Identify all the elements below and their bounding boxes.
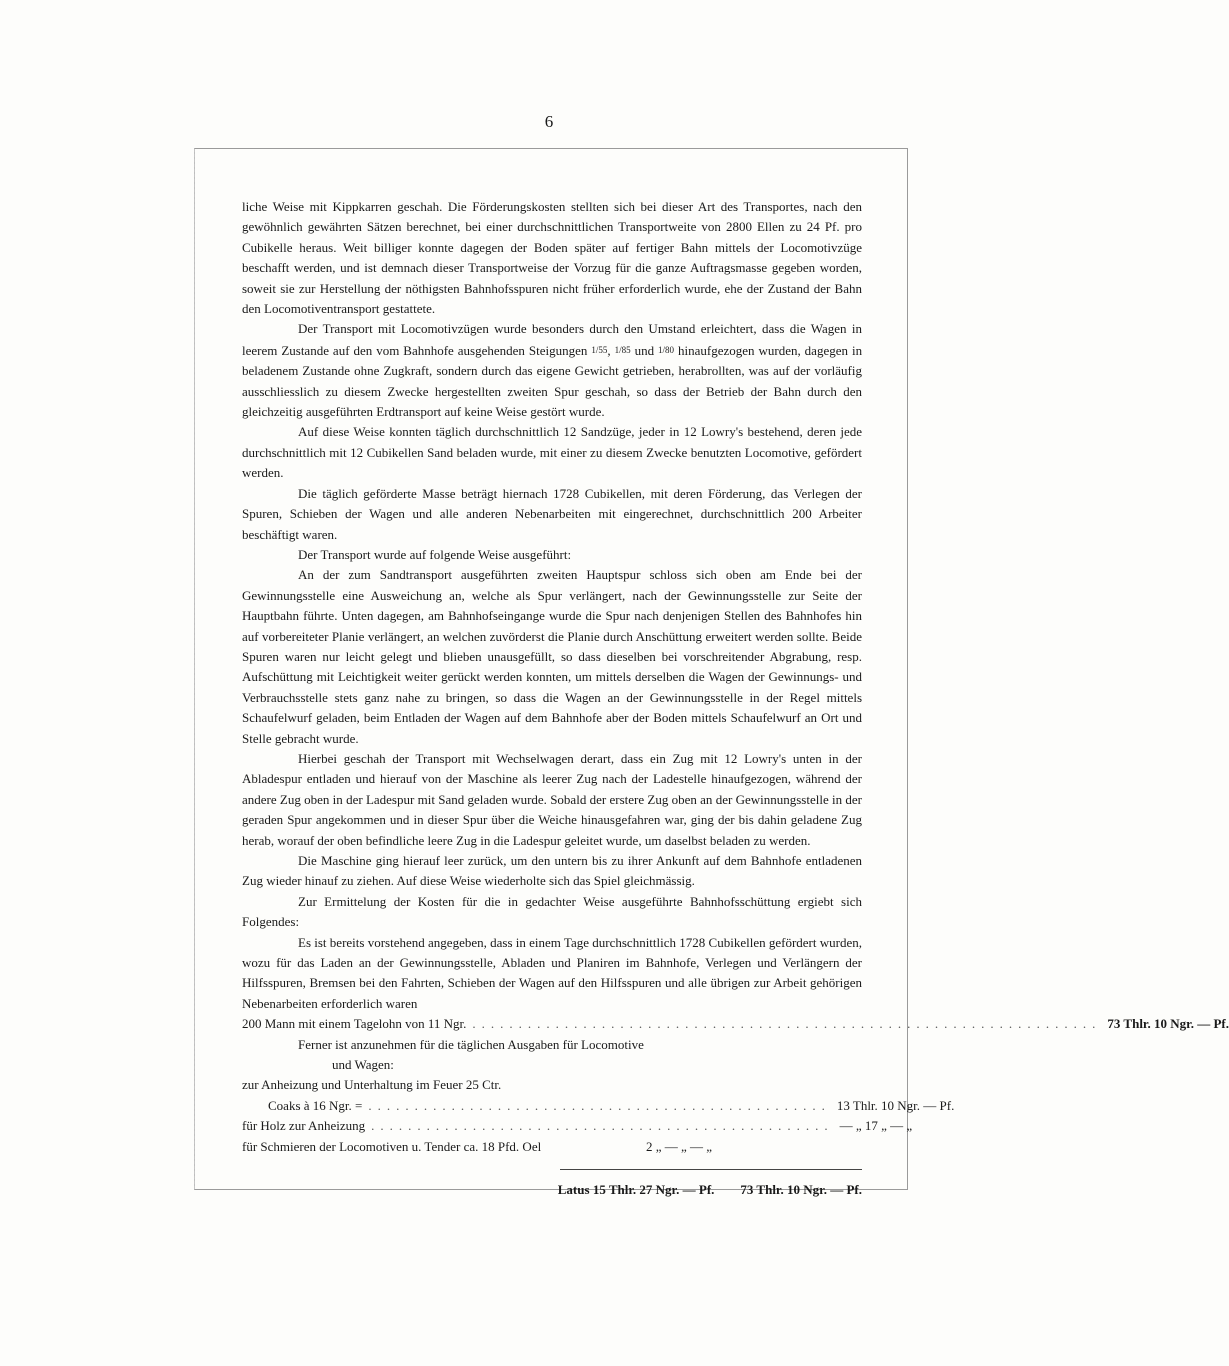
latus-amount: 15 Thlr. 27 Ngr. — Pf. [592,1182,715,1198]
paragraph-10: Es ist bereits vorstehend angegeben, dass in einem Tage durchschnittlich 1728 Cubikellen gefördert wurden, wozu für das Laden an der Gewinnungsstelle, Abladen und Planiren im Bahnhofe, Verlegen und Verlängern der Hilfsspuren, Bremsen bei den Fahrten, Schieben der Wagen auf den Hilfsspuren und alle übrigen zur Arbeit gehörigen Nebenarbeiten erforderlich waren [242,934,862,1011]
fraction-joiner: und [634,342,655,358]
cost-label-workers: 200 Mann mit einem Tagelohn von 11 Ngr. [242,1016,467,1032]
paragraph-8: Die Maschine ging hierauf leer zurück, um den untern bis zu ihrer Ankunft auf dem Bahnhofe entladenen Zug wieder hinauf zu ziehen. Auf diese Weise wiederholte sich das Spiel gleichmässig. [242,853,862,889]
leader-dots: .................................................................... [472,1016,1102,1032]
paragraph-9: Zur Ermittelung der Kosten für die in gedachter Weise ausgeführte Bahnhofsschüttung ergiebt sich Folgendes: [242,893,862,930]
cost-amount-holz: — „ 17 „ — „ [839,1118,913,1134]
carry-amount: 73 Thlr. 10 Ngr. — Pf. [740,1182,862,1198]
paragraph-2: Der Transport mit Locomotivzügen wurde besonders durch den Umstand erleichtert, dass die Wagen in leerem Zustande auf den vom Bahnhofe ausgehenden Steigungen 1/55, 1/85 und 1/80 hinaufgezogen wurden, dagegen in beladenem Zustande ohne Zugkraft, sondern durch das eigene Gewicht getrieben, herabrollten, was auf der vorläufig ausschliesslich zu diesem Zwecke hergestellten zweiten Spur geschah, so dass der Betrieb der Bahn durch den gleichzeitig ausgeführten Erdtransport auf keine Weise gestört wurde. [242,321,863,420]
paragraph-2-part-b: hinaufgezogen wurden, dagegen in beladenem Zustande ohne Zugkraft, sondern durch das eigene Gewicht getrieben, herabrollten, was auf der vorläufig ausschliesslich zu diesem Zwecke hergestellten zweiten Spur geschah, so dass der Betrieb der Bahn durch den gleichzeitig ausgeführten Erdtransport auf keine Weise gestört wurde. [242,342,863,420]
paragraph-5: Der Transport wurde auf folgende Weise ausgeführt: [298,546,572,562]
cost-amount-schmieren: 2 „ — „ — „ [645,1138,712,1154]
totals-row [242,1180,862,1200]
cost-amount-workers: 73 Thlr. 10 Ngr. — Pf. [1107,1016,1229,1032]
cost-label-coaks: Coaks à 16 Ngr. = [268,1097,363,1113]
cost-row-coaks [242,1096,955,1116]
paragraph-7: Hierbei geschah der Transport mit Wechselwagen derart, dass ein Zug mit 12 Lowry's unten in der Abladespur entladen und hierauf von der Maschine als leerer Zug nach der Ladestelle hinaufgezogen, während der andere Zug oben in der Ladespur mit Sand geladen wurde. Sobald der erstere Zug oben an der Gewinnungsstelle in der geraden Spur angekommen und in dieser Spur über die Weiche hinausgefahren war, ging der bis dahin geladene Zug herab, worauf der oben befindliche leere Zug in die Ladespur geleitet wurde, um daselbst beladen zu werden. [242,750,862,848]
paragraph-6: An der zum Sandtransport ausgeführten zweiten Hauptspur schloss sich oben am Ende bei der Gewinnungsstelle eine Ausweichung an, welche als Spur verlängert, nach der Gewinnungsstelle zur Seite der Hauptbahn führte. Unten dagegen, am Bahnhofseingange wurde die Spur nach denjenigen Stellen des Bahnhofes hin auf vorbereiteter Planie verlängert, an welchen zuvörderst die Planie durch Anschüttung erweitert werden sollte. Beide Spuren waren nur leicht gelegt und blieben unausgefüllt, so dass dieselben bei vorschreitender Abgrabung, resp. Aufschüttung mit Leichtigkeit weiter gerückt werden konnten, um mittels derselben die Wagen der Gewinnungs- und Verbrauchsstelle stets ganz nahe zu bringen, so dass die Wagen an der Gewinnungsstelle in der Regel mittels Schaufelwurf geladen, beim Entladen der Wagen auf dem Bahnhofe aber der Boden mittels Schaufelwurf an Ort und Stelle gebracht wurde. [242,567,862,746]
paragraph-1: liche Weise mit Kippkarren geschah. Die Förderungskosten stellten sich bei dieser Art des Transportes, nach den gewöhnlich gewährten Sätzen berechnet, bei einer durchschnittlichen Transportweite von 2800 Ellen zu 24 Pf. pro Cubikelle heraus. Weit billiger konnte dagegen der Boden später auf fertiger Bahn mittels der Locomotivzüge beschafft werden, und ist demnach dieser Transportweise der Vorzug für die ganze Auftragsmasse gegeben worden, soweit sie zur Herstellung der nöthigsten Bahnhofsspuren nicht früher erforderlich wurde, ehe der Zustand der Bahn den Locomotiventransport gestattete. [242,199,862,317]
sum-rule-left [560,1169,720,1170]
cost-label-schmieren: für Schmieren der Locomotiven u. Tender ca. 18 Pfd. Oel [242,1138,542,1154]
paragraph-4: Die täglich geförderte Masse beträgt hiernach 1728 Cubikellen, mit deren Förderung, das Verlegen der Spuren, Schieben der Wagen und alle anderen Nebenarbeiten mit eingerechnet, durchschnittlich 200 Arbeiter beschäftigt waren. [242,485,862,542]
ferner-line-2: und Wagen: [332,1057,394,1073]
cost-amount-coaks: 13 Thlr. 10 Ngr. — Pf. [836,1097,955,1113]
cost-row-schmieren [242,1137,712,1157]
page-number: 6 [544,112,554,131]
cost-label-holz: für Holz zur Anheizung [242,1118,366,1134]
sum-rule-right [712,1169,862,1170]
paragraph-2-part-a: Der Transport mit Locomotivzügen wurde besonders durch den Umstand erleichtert, dass die Wagen in leerem Zustande auf den vom Bahnhofe ausgehenden Steigungen [242,321,862,358]
body-text [242,197,1229,1201]
ferner-line-1: Ferner ist anzunehmen für die täglichen Ausgaben für Locomotive [298,1036,644,1052]
cost-row-holz [242,1116,913,1136]
heating-header: zur Anheizung und Unterhaltung im Feuer 25 Ctr. [242,1077,502,1093]
fraction-2: 1/85 [614,344,631,355]
leader-dots: .................................................. [371,1118,834,1134]
paragraph-3: Auf diese Weise konnten täglich durchschnittlich 12 Sandzüge, jeder in 12 Lowry's bestehend, deren jede durchschnittlich mit 12 Cubikellen Sand beladen wurde, mit einer zu diesem Zwecke benutzten Locomotive, gefördert werden. [242,424,862,481]
cost-row-workers [242,1014,1229,1034]
fraction-3: 1/80 [658,344,675,355]
fraction-1: 1/55 [591,344,608,355]
cost-table [242,1075,955,1157]
latus-group [558,1180,715,1200]
leader-dots: .................................................. [368,1097,831,1113]
latus-label: Latus [557,1182,590,1198]
